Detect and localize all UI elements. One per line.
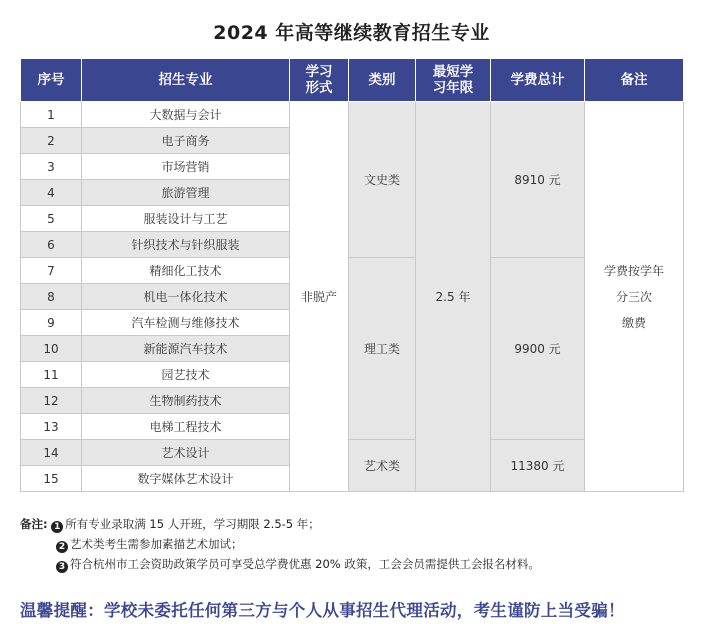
category-arts-cell: 文史类 [349, 102, 416, 258]
row-major: 电子商务 [82, 128, 290, 154]
number-2-icon: 2 [56, 541, 68, 553]
row-major: 汽车检测与维修技术 [82, 310, 290, 336]
row-major: 园艺技术 [82, 362, 290, 388]
header-mode: 学习 形式 [290, 59, 349, 102]
header-term: 最短学 习年限 [416, 59, 491, 102]
header-note: 备注 [585, 59, 684, 102]
table-row [21, 258, 684, 284]
row-number: 2 [21, 128, 82, 154]
row-major: 针织技术与针织服装 [82, 232, 290, 258]
remarks-section [20, 514, 540, 574]
warning-notice: 温馨提醒：学校未委托任何第三方与个人从事招生代理活动，考生谨防上当受骗！ [20, 601, 625, 620]
min-years-cell: 2.5 年 [416, 102, 491, 492]
row-major: 生物制药技术 [82, 388, 290, 414]
category-science-cell: 理工类 [349, 258, 416, 440]
header-seq: 序号 [21, 59, 82, 102]
row-major: 新能源汽车技术 [82, 336, 290, 362]
enrollment-table [20, 58, 684, 492]
number-1-icon: 1 [51, 521, 63, 533]
row-major: 电梯工程技术 [82, 414, 290, 440]
row-major: 旅游管理 [82, 180, 290, 206]
row-number: 11 [21, 362, 82, 388]
remark-text: 艺术类考生需参加素描艺术加试； [70, 537, 243, 551]
header-major: 招生专业 [82, 59, 290, 102]
table-row [21, 440, 684, 466]
row-number: 9 [21, 310, 82, 336]
row-number: 4 [21, 180, 82, 206]
remark-text: 符合杭州市工会资助政策学员可享受总学费优惠 20% 政策，工会会员需提供工会报名材料。 [70, 557, 540, 571]
row-major: 机电一体化技术 [82, 284, 290, 310]
row-major: 精细化工技术 [82, 258, 290, 284]
remark-item [20, 514, 540, 534]
remark-item [20, 534, 540, 554]
header-category: 类别 [349, 59, 416, 102]
row-major: 数字媒体艺术设计 [82, 466, 290, 492]
row-number: 14 [21, 440, 82, 466]
row-number: 12 [21, 388, 82, 414]
row-number: 3 [21, 154, 82, 180]
category-art-cell: 艺术类 [349, 440, 416, 492]
note-cell: 学费按学年 分三次 缴费 [585, 102, 684, 492]
table-row [21, 102, 684, 128]
row-number: 7 [21, 258, 82, 284]
header-fee: 学费总计 [491, 59, 585, 102]
fee-science-cell: 9900 元 [491, 258, 585, 440]
row-number: 1 [21, 102, 82, 128]
remark-text: 所有专业录取满 15 人开班，学习期限 2.5-5 年； [65, 517, 320, 531]
row-number: 8 [21, 284, 82, 310]
study-mode-cell: 非脱产 [290, 102, 349, 492]
fee-arts-cell: 8910 元 [491, 102, 585, 258]
row-major: 市场营销 [82, 154, 290, 180]
row-number: 5 [21, 206, 82, 232]
number-3-icon: 3 [56, 561, 68, 573]
row-number: 6 [21, 232, 82, 258]
table-header-row [21, 59, 684, 102]
row-major: 服装设计与工艺 [82, 206, 290, 232]
remarks-label: 备注: [20, 517, 48, 531]
row-number: 13 [21, 414, 82, 440]
page-title: 2024 年高等继续教育招生专业 [213, 22, 490, 44]
row-number: 15 [21, 466, 82, 492]
remark-item [20, 554, 540, 574]
row-major: 艺术设计 [82, 440, 290, 466]
fee-art-cell: 11380 元 [491, 440, 585, 492]
row-major: 大数据与会计 [82, 102, 290, 128]
row-number: 10 [21, 336, 82, 362]
